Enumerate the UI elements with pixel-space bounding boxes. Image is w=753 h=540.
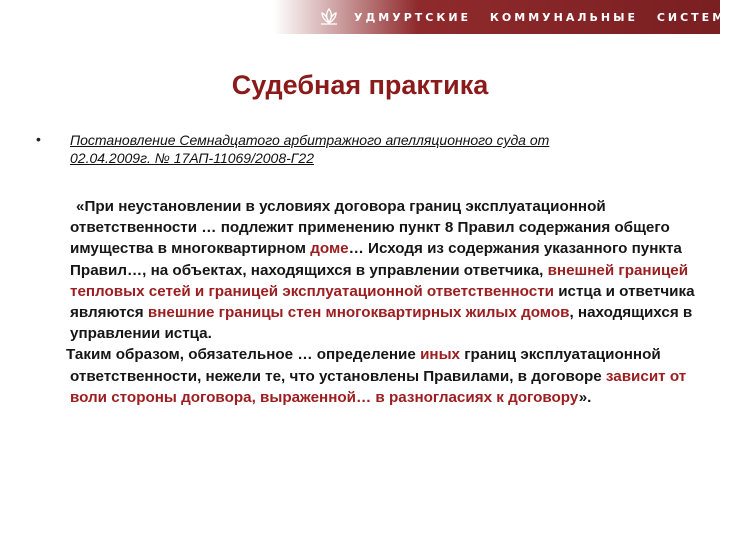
- quote-segment: границ эксплуатационной ответственности, нежели те, что установлены Правилами, в договоре: [70, 346, 661, 385]
- quote-highlight: зависит от воли стороны договора, выраженной… в разногласиях к договору: [70, 367, 687, 406]
- page-title: Судебная практика: [231, 70, 489, 100]
- lotus-logo-icon: [318, 6, 340, 28]
- quote-highlight: доме: [310, 240, 349, 258]
- quote-segment: истца и ответчика являются: [70, 282, 695, 322]
- brand-word-2: КОММУНАЛЬНЫЕ: [489, 10, 638, 24]
- quote-segment: Таким образом, обязательное … определение: [66, 346, 421, 364]
- brand: [318, 6, 753, 28]
- brand-word-3: СИСТЕМЫ: [656, 10, 741, 24]
- citation-line-1: Постановление Семнадцатого арбитражного апелляционного суда от: [70, 132, 550, 148]
- bullet-icon: •: [36, 131, 41, 147]
- court-quote: [66, 196, 700, 408]
- brand-word-1: УДМУРТСКИЕ: [354, 10, 472, 24]
- quote-highlight: внешней границей тепловых сетей и границей эксплуатационной ответственности: [70, 261, 689, 300]
- quote-segment: … Исходя из содержания указанного пункта Правил…, на объектах, находящихся в управлении ответчика,: [70, 240, 682, 279]
- quote-segment: , находящихся в управлении истца.: [70, 304, 693, 343]
- citation-line-2: 02.04.2009г. № 17АП-11069/2008-Г22: [70, 150, 314, 166]
- quote-paragraph-2: [66, 344, 700, 408]
- court-citation: [70, 131, 670, 167]
- quote-segment: ».: [578, 388, 592, 406]
- quote-highlight: иных: [420, 346, 461, 364]
- quote-segment: «При неустановлении в условиях договора границ эксплуатационной ответственности … подлежит применению пункт 8 Правил содержания общего имущества в многоквартирном: [70, 198, 670, 258]
- brand-text: [354, 11, 753, 24]
- quote-highlight: внешние границы стен многоквартирных жилых домов: [147, 304, 570, 322]
- quote-paragraph-1: [70, 196, 700, 344]
